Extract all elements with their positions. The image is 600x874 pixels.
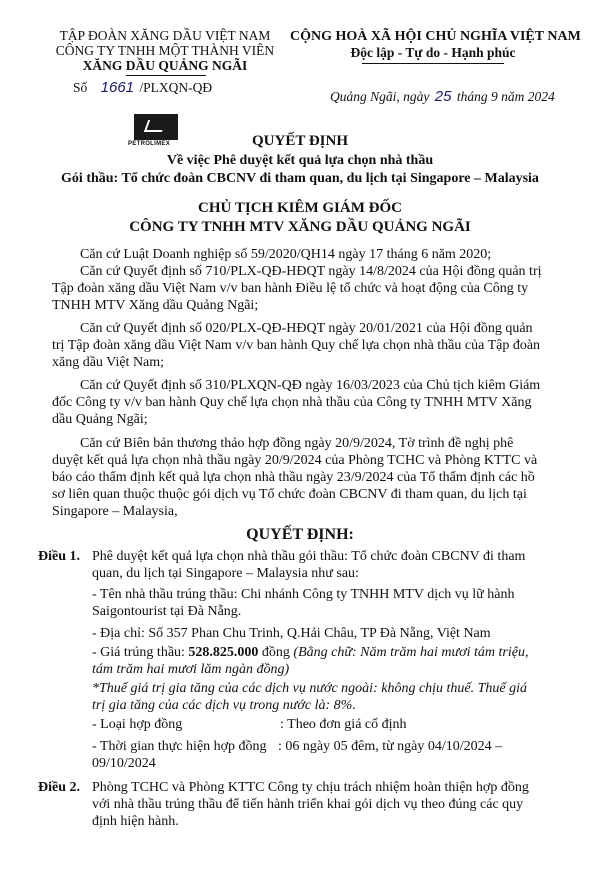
contract-type-value: : Theo đơn giá cố định [280,717,407,732]
winning-price [92,644,528,661]
tax-note-line-2: trị gia tăng của các dịch vụ trong nước là: 8%. [92,698,356,713]
price-value: 528.825.000 [188,645,259,660]
article-2-line-3: định hiện hành. [92,814,179,829]
issue-date [330,89,555,105]
ground-2-line-1: Căn cứ Quyết định số 710/PLX-QĐ-HĐQT ngày 14/8/2024 của Hội đồng quản trị [80,264,542,279]
date-suffix: tháng 9 năm 2024 [456,89,555,104]
document-package: Gói thầu: Tổ chức đoàn CBCNV đi tham quan, du lịch tại Singapore – Malaysia [61,171,539,186]
nation-motto: Độc lập - Tự do - Hạnh phúc [350,45,516,60]
article-1-line-1: Phê duyệt kết quả lựa chọn nhà thầu gói thầu: Tổ chức đoàn CBCNV đi tham [92,549,526,564]
price-words-1: (Bằng chữ: Năm trăm hai mươi tám triệu, [293,645,529,660]
duration-label: - Thời gian thực hiện hợp đồng [92,739,267,754]
document-title: QUYẾT ĐỊNH [252,133,348,149]
ground-3-line-3: xăng dầu Việt Nam; [52,355,165,370]
ground-2-line-3: TNHH MTV Xăng dầu Quảng Ngãi; [52,298,259,313]
ground-2-line-2: Tập đoàn xăng dầu Việt Nam v/v ban hành Điều lệ tổ chức và hoạt động của Công ty [52,281,529,296]
org-parent: TẬP ĐOÀN XĂNG DẦU VIỆT NAM [59,28,271,43]
doc-number-prefix: Số [73,80,88,95]
contract-type-label: - Loại hợp đồng [92,717,183,732]
price-label: - Giá trúng thầu: [92,645,189,660]
authority-title: CHỦ TỊCH KIÊM GIÁM ĐỐC [198,200,402,216]
ground-5-line-3: báo cáo thẩm định kết quả lựa chọn nhà thầu ngày 23/9/2024 của Tổ thẩm định các hồ [52,470,535,485]
motto-underline [362,63,504,64]
ground-5-line-5: Singapore – Malaysia, [52,504,178,519]
date-prefix: Quảng Ngãi, ngày [330,89,430,104]
petrolimex-logo-text: PETROLIMEX [128,141,171,147]
article-2-line-1: Phòng TCHC và Phòng KTTC Công ty chịu trách nhiệm hoàn thiện hợp đồng [92,780,529,795]
ground-5-line-1: Căn cứ Biên bản thương thảo hợp đồng ngày 20/9/2024, Tờ trình đề nghị phê [80,436,514,451]
price-unit: đồng [258,645,294,660]
decision-heading: QUYẾT ĐỊNH: [246,526,354,543]
ground-4-line-3: dầu Quảng Ngãi; [52,412,148,427]
winner-line-1: - Tên nhà thầu trúng thầu: Chi nhánh Công ty TNHH MTV dịch vụ lữ hành [92,587,515,602]
ground-4-line-1: Căn cứ Quyết định số 310/PLXQN-QĐ ngày 16/03/2023 của Chủ tịch kiêm Giám [80,378,541,393]
doc-number-suffix: /PLXQN-QĐ [139,80,213,95]
doc-number [73,80,212,96]
document-subject: Về việc Phê duyệt kết quả lựa chọn nhà thầu [166,153,434,168]
ground-3-line-2: trị Tập đoàn xăng dầu Việt Nam v/v ban hành Quy chế lựa chọn nhà thầu của Tập đoàn [52,338,541,353]
ground-5-line-2: duyệt kết quả lựa chọn nhà thầu ngày 20/9/2024 của Phòng TCHC và Phòng KTTC và [52,453,538,468]
authority-company: CÔNG TY TNHH MTV XĂNG DẦU QUẢNG NGÃI [129,219,471,235]
org-unit: XĂNG DẦU QUẢNG NGÃI [82,58,248,73]
article-2-line-2: với nhà thầu trúng thầu để tiến hành triển khai gói dịch vụ theo đúng các quy [92,797,524,812]
tax-note-line-1: *Thuế giá trị gia tăng của các dịch vụ nước ngoài: không chịu thuế. Thuế giá [92,681,528,696]
ground-4-line-2: đốc Công ty v/v ban hành Quy chế lựa chọn nhà thầu của Công ty TNHH MTV Xăng [52,395,532,410]
duration-value: : 06 ngày 05 đêm, từ ngày 04/10/2024 – [278,739,503,754]
ground-3-line-1: Căn cứ Quyết định số 020/PLX-QĐ-HĐQT ngày 20/01/2021 của Hội đồng quản [80,321,533,336]
org-company: CÔNG TY TNHH MỘT THÀNH VIÊN [55,43,275,58]
ground-5-line-4: sơ liên quan thuộc thuộc gói dịch vụ Tổ chức đoàn CBCNV đi tham quan, du lịch tại [52,487,527,502]
nation-title: CỘNG HOÀ XÃ HỘI CHỦ NGHĨA VIỆT NAM [290,29,581,44]
winner-address: - Địa chỉ: Số 357 Phan Chu Trinh, Q.Hải Châu, TP Đà Nẵng, Việt Nam [92,626,491,641]
winner-line-2: Saigontourist tại Đà Nẵng. [92,604,242,619]
article-2-label: Điều 2. [38,780,80,795]
ground-1: Căn cứ Luật Doanh nghiệp số 59/2020/QH14 ngày 17 tháng 6 năm 2020; [80,247,492,262]
doc-number-handwritten: 1661 [100,79,135,96]
header-left-underline [126,75,206,76]
duration-end: 09/10/2024 [92,756,156,771]
date-day-handwritten: 25 [434,88,452,105]
price-words-2: tám trăm hai mươi lăm ngàn đồng) [92,662,290,677]
article-1-line-2: quan, du lịch tại Singapore – Malaysia như sau: [92,566,359,581]
article-1-label: Điều 1. [38,549,80,564]
